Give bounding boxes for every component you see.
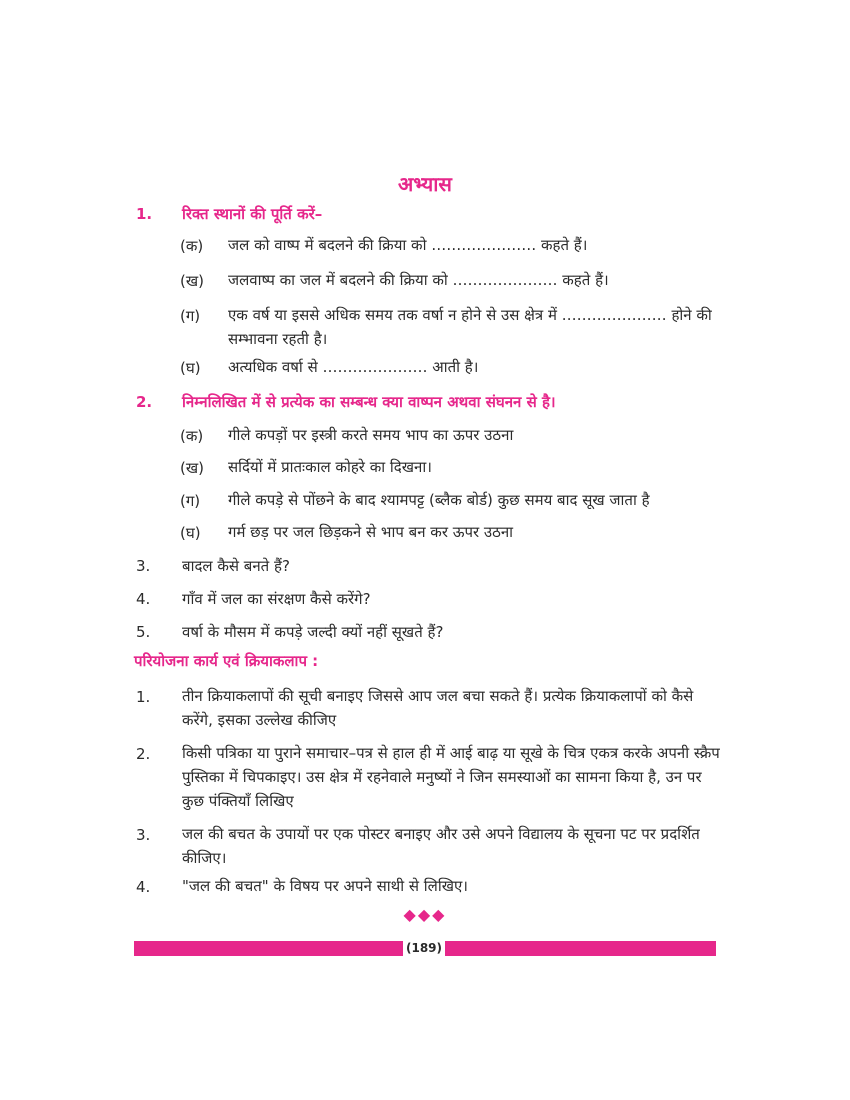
project-item-1-number: 1. [136,688,151,706]
q2-item-c-text: गीले कपड़े से पोंछने के बाद श्यामपट्ट (ब्लैक बोर्ड) कुछ समय बाद सूख जाता है [228,491,650,509]
q2-item-a-text: गीले कपड़ों पर इस्त्री करते समय भाप का ऊपर उठना [228,426,514,444]
end-diamonds: ◆◆◆ [403,905,447,924]
project-item-2-text: किसी पत्रिका या पुराने समाचार–पत्र से हाल ही में आई बाढ़ या सूखे के चित्र एकत्र करके अपनी स्क्रैप पुस्तिका में चिपकाइए। उस क्षेत्र में रहनेवाले मनुष्यों ने जिन समस्याओं का सामना किया है, उन पर कुछ पंक्तियाँ लिखिए [182,744,720,810]
q3-text: बादल कैसे बनते हैं? [182,557,290,575]
q5-text: वर्षा के मौसम में कपड़े जल्दी क्यों नहीं सूखते हैं? [182,623,444,641]
q4-number: 4. [136,590,151,608]
q1-item-c-label: (ग) [180,307,201,325]
project-item-3-number: 3. [136,826,151,844]
q2-item-b-text: सर्दियों में प्रातःकाल कोहरे का दिखना। [228,458,432,476]
project-item-3-text: जल की बचत के उपायों पर एक पोस्टर बनाइए और उसे अपने विद्यालय के सूचना पट पर प्रदर्शित कीजिए। [182,825,700,867]
q2-item-a-label: (क) [180,427,204,445]
q5-number: 5. [136,623,151,641]
project-heading: परियोजना कार्य एवं क्रियाकलाप : [134,652,319,670]
q1-item-b-label: (ख) [180,272,204,290]
q1-item-d-text: अत्यधिक वर्षा से ………………… आती है। [228,358,479,376]
q1-item-c-text: एक वर्ष या इससे अधिक समय तक वर्षा न होने से उस क्षेत्र में ………………… होने की सम्भावना रहती है। [228,306,712,348]
q1-item-a-label: (क) [180,237,204,255]
project-item-2-number: 2. [136,745,151,763]
q1-item-a-text: जल को वाष्प में बदलने की क्रिया को ………………… कहते हैं। [228,236,588,254]
q1-heading: रिक्त स्थानों की पूर्ति करें– [182,205,323,223]
page-number: (189) [403,938,445,958]
q2-item-c-label: (ग) [180,492,201,510]
q3-number: 3. [136,557,151,575]
project-item-4-text: "जल की बचत" के विषय पर अपने साथी से लिखिए। [182,877,468,895]
page-title: अभ्यास [398,172,452,196]
q1-item-d-label: (घ) [180,359,201,377]
footer-bar-right [444,941,716,956]
project-item-4-number: 4. [136,878,151,896]
project-item-1-text: तीन क्रियाकलापों की सूची बनाइए जिससे आप जल बचा सकते हैं। प्रत्येक क्रियाकलापों को कैसे करेंगे, इसका उल्लेख कीजिए [182,687,694,729]
q2-number: 2. [136,393,153,411]
q2-item-b-label: (ख) [180,459,204,477]
q2-item-d-label: (घ) [180,524,201,542]
q2-heading: निम्नलिखित में से प्रत्येक का सम्बन्ध क्या वाष्पन अथवा संघनन से है। [182,393,556,411]
q2-item-d-text: गर्म छड़ पर जल छिड़कने से भाप बन कर ऊपर उठना [228,523,514,541]
q1-item-b-text: जलवाष्प का जल में बदलने की क्रिया को ………………… कहते हैं। [228,271,609,289]
footer-bar-left [134,941,404,956]
q1-number: 1. [136,205,153,223]
q4-text: गाँव में जल का संरक्षण कैसे करेंगे? [182,590,371,608]
